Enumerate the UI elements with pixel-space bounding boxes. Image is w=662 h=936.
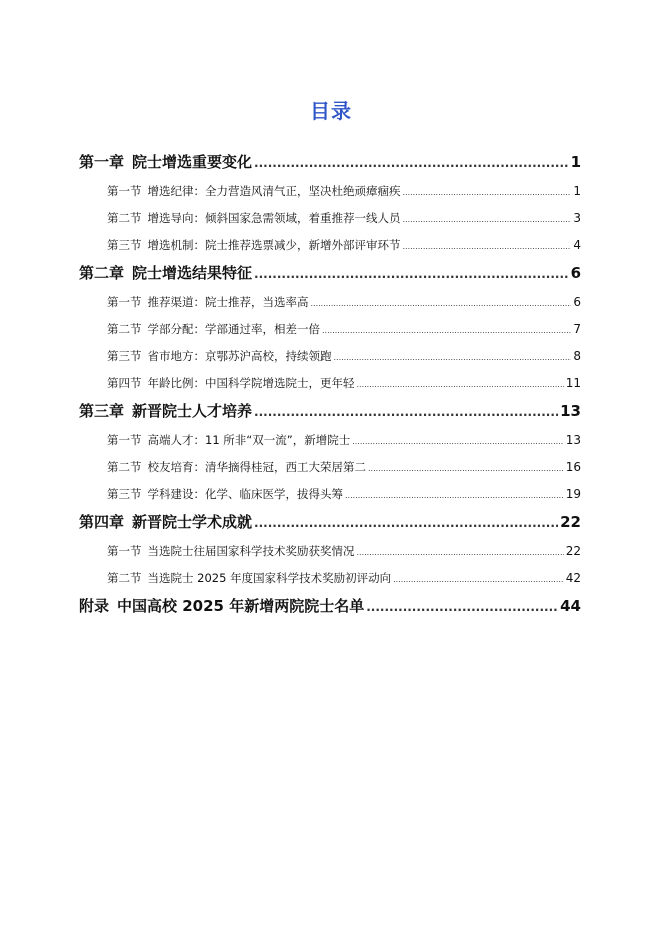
toc-section-entry[interactable]	[79, 205, 581, 232]
section-title: 学科建设：化学、临床医学，拔得头筹	[147, 487, 343, 501]
section-number: 第四节	[107, 376, 142, 390]
toc-section-entry[interactable]	[79, 343, 581, 370]
section-number: 第二节	[107, 211, 142, 225]
dot-leader	[254, 260, 569, 289]
toc-entry-label	[79, 148, 252, 177]
chapter-title: 新晋院士学术成就	[132, 513, 253, 531]
page-number: 22	[560, 513, 581, 531]
dot-leader	[393, 566, 564, 593]
toc-chapter-entry[interactable]	[79, 508, 581, 537]
section-title: 高端人才：11 所非“双一流”，新增院士	[147, 433, 351, 447]
section-title: 当选院士往届国家科学技术奖励获奖情况	[147, 544, 355, 558]
chapter-number: 附录	[79, 597, 110, 615]
dot-leader	[322, 317, 571, 344]
toc-entry-label	[107, 289, 309, 316]
dot-leader	[357, 371, 564, 398]
toc-entry-label	[107, 538, 355, 565]
dot-leader	[311, 290, 572, 317]
chapter-title: 院士增选结果特征	[132, 264, 253, 282]
dot-leader	[403, 206, 572, 233]
toc-section-entry[interactable]	[79, 565, 581, 592]
page-number: 42	[565, 571, 581, 585]
toc-entry-label	[107, 481, 343, 508]
page-number: 3	[573, 211, 581, 225]
toc-chapter-entry[interactable]	[79, 148, 581, 177]
page-number: 13	[565, 433, 581, 447]
toc-entry-label	[79, 508, 252, 537]
dot-leader	[368, 455, 564, 482]
page-number: 1	[570, 153, 581, 171]
section-title: 年龄比例：中国科学院增选院士，更年轻	[147, 376, 355, 390]
toc-section-entry[interactable]	[79, 370, 581, 397]
dot-leader	[403, 233, 572, 260]
section-number: 第一节	[107, 433, 142, 447]
page-number: 11	[565, 376, 581, 390]
page-number: 44	[560, 597, 581, 615]
toc-title: 目录	[310, 99, 352, 123]
chapter-number: 第三章	[79, 402, 125, 420]
table-of-contents	[79, 148, 581, 621]
section-title: 学部分配：学部通过率，相差一倍	[147, 322, 320, 336]
toc-chapter-entry[interactable]	[79, 259, 581, 288]
dot-leader	[254, 149, 569, 178]
dot-leader	[334, 344, 572, 371]
section-title: 当选院士 2025 年度国家科学技术奖励初评动向	[147, 571, 392, 585]
section-number: 第一节	[107, 544, 142, 558]
section-number: 第三节	[107, 349, 142, 363]
section-title: 推荐渠道：院士推荐，当选率高	[147, 295, 309, 309]
section-title: 校友培育：清华摘得桂冠，西工大荣居第二	[147, 460, 366, 474]
dot-leader	[254, 509, 558, 538]
section-title: 省市地方：京鄂苏沪高校，持续领跑	[147, 349, 332, 363]
page-number: 19	[565, 487, 581, 501]
chapter-number: 第二章	[79, 264, 125, 282]
toc-section-entry[interactable]	[79, 481, 581, 508]
section-number: 第二节	[107, 460, 142, 474]
toc-entry-label	[79, 259, 252, 288]
toc-entry-label	[79, 592, 364, 621]
section-number: 第三节	[107, 487, 142, 501]
section-number: 第一节	[107, 184, 142, 198]
toc-entry-label	[107, 316, 320, 343]
toc-chapter-entry[interactable]	[79, 397, 581, 426]
dot-leader	[345, 482, 564, 509]
section-title: 增选纪律：全力营造风清气正，坚决杜绝顽瘴痼疾	[147, 184, 401, 198]
section-title: 增选机制：院士推荐选票减少，新增外部评审环节	[147, 238, 401, 252]
toc-section-entry[interactable]	[79, 316, 581, 343]
chapter-title: 院士增选重要变化	[132, 153, 253, 171]
toc-section-entry[interactable]	[79, 178, 581, 205]
section-number: 第一节	[107, 295, 142, 309]
section-number: 第二节	[107, 571, 142, 585]
section-number: 第三节	[107, 238, 142, 252]
toc-section-entry[interactable]	[79, 232, 581, 259]
toc-chapter-entry[interactable]	[79, 592, 581, 621]
toc-entry-label	[107, 205, 401, 232]
toc-entry-label	[107, 178, 401, 205]
toc-entry-label	[107, 370, 355, 397]
page-number: 1	[573, 184, 581, 198]
toc-section-entry[interactable]	[79, 538, 581, 565]
toc-entry-label	[107, 454, 366, 481]
page-number: 6	[570, 264, 581, 282]
page-number: 6	[573, 295, 581, 309]
dot-leader	[352, 428, 564, 455]
chapter-number: 第四章	[79, 513, 125, 531]
dot-leader	[254, 398, 558, 427]
section-number: 第二节	[107, 322, 142, 336]
dot-leader	[366, 593, 558, 622]
page-number: 7	[573, 322, 581, 336]
toc-entry-label	[79, 397, 252, 426]
page-number: 13	[560, 402, 581, 420]
dot-leader	[357, 539, 564, 566]
dot-leader	[403, 179, 572, 206]
toc-entry-label	[107, 343, 332, 370]
page-number: 8	[573, 349, 581, 363]
section-title: 增选导向：倾斜国家急需领域，着重推荐一线人员	[147, 211, 401, 225]
toc-entry-label	[107, 427, 350, 454]
toc-section-entry[interactable]	[79, 427, 581, 454]
toc-section-entry[interactable]	[79, 289, 581, 316]
toc-section-entry[interactable]	[79, 454, 581, 481]
toc-entry-label	[107, 565, 391, 592]
chapter-title: 新晋院士人才培养	[132, 402, 253, 420]
page-number: 16	[565, 460, 581, 474]
page-number: 4	[573, 238, 581, 252]
chapter-number: 第一章	[79, 153, 125, 171]
page-number: 22	[565, 544, 581, 558]
toc-entry-label	[107, 232, 401, 259]
chapter-title: 中国高校 2025 年新增两院院士名单	[117, 597, 365, 615]
